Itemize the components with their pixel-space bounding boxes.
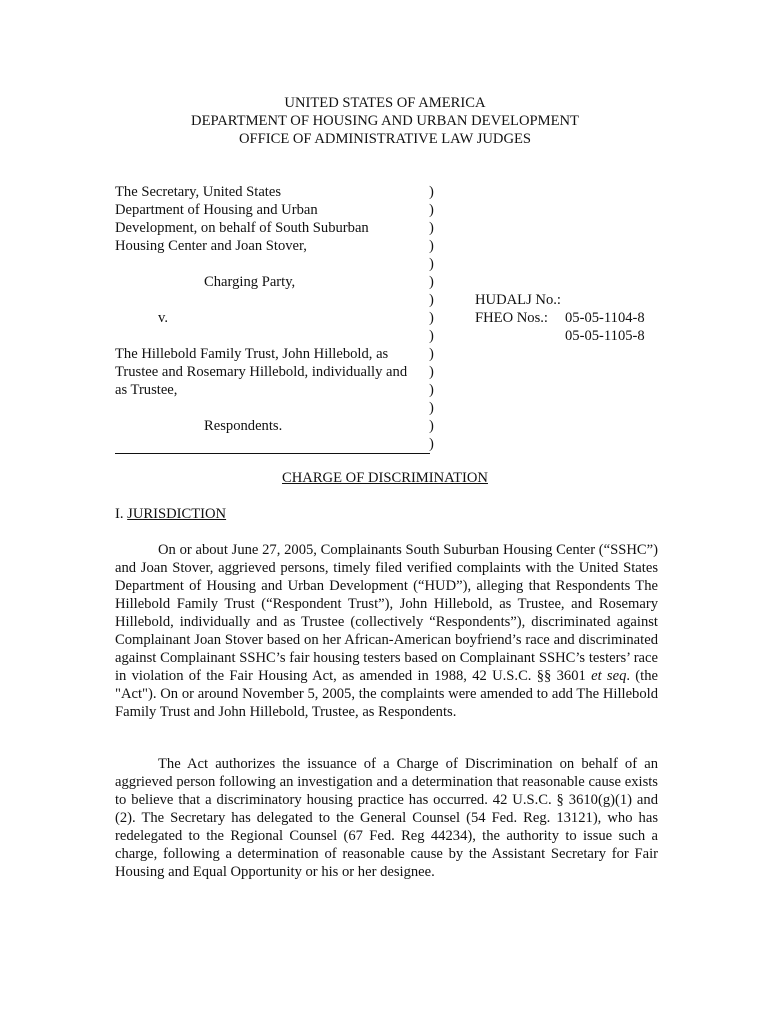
section-heading — [115, 505, 226, 523]
respondent-line: Trustee and Rosemary Hillebold, individually and — [115, 364, 408, 380]
fheo-number: 05-05-1104-8 — [565, 310, 645, 326]
charge-title: CHARGE OF DISCRIMINATION — [282, 470, 488, 486]
charging-party-line: Department of Housing and Urban — [115, 202, 318, 218]
caption-paren: ) — [429, 184, 434, 200]
caption-paren: ) — [429, 220, 434, 236]
heading-line-department: DEPARTMENT OF HOUSING AND URBAN DEVELOPMENT — [191, 113, 579, 129]
paragraph-text: The Act authorizes the issuance of a Charge of Discrimination on behalf of an aggrieved person following an investigation and a determination that reasonable cause exists to believe that a discriminatory housing practice has occurred. 42 U.S.C. § 3610(g)(1) and (2). The Secretary has delegated to the General Counsel (54 Fed. Reg. 13121), who has redelegated to the Regional Counsel (67 Fed. Reg 44234), the authority to issue such a charge, following a determination of reasonable cause by the Assistant Secretary for Fair Housing and Equal Opportunity or his or her designee. — [115, 756, 658, 880]
section-number: I. — [115, 506, 124, 522]
heading-line-country: UNITED STATES OF AMERICA — [284, 95, 486, 111]
caption-paren: ) — [429, 436, 434, 452]
charging-party-line: The Secretary, United States — [115, 184, 282, 200]
caption-paren: ) — [429, 364, 434, 380]
charging-party-label: Charging Party, — [204, 274, 296, 290]
caption-paren: ) — [429, 328, 434, 344]
case-numbers — [475, 291, 645, 345]
paragraph-italic: et seq — [591, 668, 627, 684]
caption-parens — [429, 183, 434, 453]
paragraph-text: . (the "Act"). On or around November 5, 2005, the complaints were amended to add The Hillebold Family Trust and John Hillebold, Trustee, as Respondents. — [115, 668, 658, 720]
jurisdiction-paragraph-1 — [115, 541, 658, 721]
caption-paren: ) — [429, 274, 434, 290]
respondent-line: The Hillebold Family Trust, John Hillebold, as — [115, 346, 389, 362]
paragraph-text: On or about June 27, 2005, Complainants South Suburban Housing Center (“SSHC”) and Joan Stover, aggrieved persons, timely filed verified complaints with the United States Department of Housing and Urban Development (“HUD”), alleging that Respondents The Hillebold Family Trust (“Respondent Trust”), John Hillebold, as Trustee, and Rosemary Hillebold, individually and as Trustee (collectively “Respondents”), discriminated against Complainant Joan Stover based on her African-American boyfriend’s race and discriminated against Complainant SSHC’s fair housing testers based on Complainant SSHC’s testers’ race in violation of the Fair Housing Act, as amended in 1988, 42 U.S.C. §§ 3601 — [115, 542, 658, 684]
caption-paren: ) — [429, 418, 434, 434]
respondents-label: Respondents. — [204, 418, 283, 434]
caption-paren: ) — [429, 400, 434, 416]
caption-underline — [115, 435, 430, 454]
hudalj-label: HUDALJ No.: — [475, 292, 561, 308]
document-title — [0, 469, 770, 487]
case-caption — [115, 183, 435, 454]
caption-paren: ) — [429, 202, 434, 218]
respondent-line: as Trustee, — [115, 382, 178, 398]
caption-paren: ) — [429, 256, 434, 272]
jurisdiction-paragraph-2 — [115, 755, 658, 881]
caption-paren: ) — [429, 310, 434, 326]
versus-label: v. — [158, 310, 168, 326]
caption-paren: ) — [429, 382, 434, 398]
section-title: JURISDICTION — [127, 506, 227, 522]
charging-party-line: Development, on behalf of South Suburban — [115, 220, 369, 236]
heading-line-office: OFFICE OF ADMINISTRATIVE LAW JUDGES — [238, 131, 532, 147]
caption-paren: ) — [429, 238, 434, 254]
charging-party-line: Housing Center and Joan Stover, — [115, 238, 307, 254]
document-heading — [0, 94, 770, 148]
caption-paren: ) — [429, 346, 434, 362]
fheo-label: FHEO Nos.: — [475, 310, 548, 326]
fheo-number: 05-05-1105-8 — [565, 328, 645, 344]
caption-paren: ) — [429, 292, 434, 308]
